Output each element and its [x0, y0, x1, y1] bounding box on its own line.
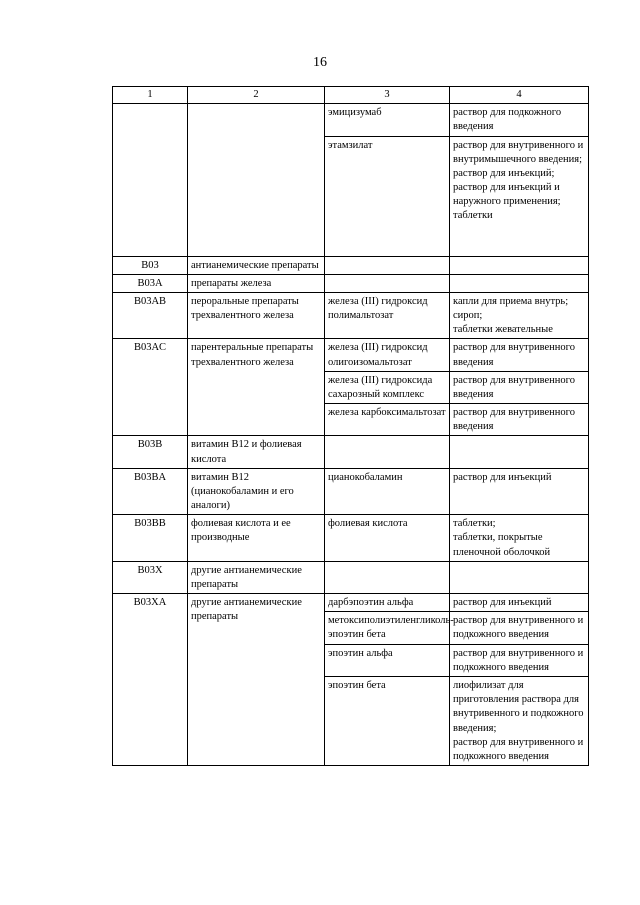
dosage-form-line: таблетки, покрытые пленочной оболочкой — [453, 532, 551, 558]
code-cell: B03 — [113, 256, 188, 274]
dosage-form-line: раствор для внутривенного и подкожного введения — [453, 736, 584, 762]
drug-name-cell: эпоэтин альфа — [325, 644, 450, 676]
group-cell: другие антианемические препараты — [188, 561, 325, 593]
code-cell: B03BA — [113, 468, 188, 515]
drug-name-cell: железа (III) гидроксид полимальтозат — [325, 292, 450, 339]
dosage-form-cell — [450, 676, 589, 765]
code-cell: B03AB — [113, 292, 188, 339]
dosage-form-cell — [450, 515, 589, 562]
group-cell: антианемические препараты — [188, 256, 325, 274]
code-cell: B03B — [113, 436, 188, 468]
table-row — [113, 515, 589, 562]
dosage-form-cell — [450, 436, 589, 468]
table-row — [113, 594, 589, 612]
dosage-form-line: таблетки жевательные — [453, 324, 553, 336]
dosage-form-line: лиофилизат для приготовления раствора для внутривенного и подкожного введения; — [453, 679, 584, 734]
dosage-form-line: капли для приема внутрь; — [453, 295, 569, 307]
code-cell: B03XA — [113, 594, 188, 766]
table-row — [113, 104, 589, 136]
drug-name-cell — [325, 256, 450, 274]
dosage-form-line: таблетки; — [453, 518, 496, 530]
table-row — [113, 468, 589, 515]
drug-name-cell: железа (III) гидроксид олигоизомальтозат — [325, 339, 450, 371]
table-row — [113, 339, 589, 371]
dosage-form-line: таблетки — [453, 210, 493, 222]
dosage-form-cell — [450, 256, 589, 274]
code-cell: B03AC — [113, 339, 188, 436]
header-col-2: 2 — [188, 87, 325, 104]
group-cell: витамин B12 (цианокобаламин и его аналоги) — [188, 468, 325, 515]
drug-name-cell: эпоэтин бета — [325, 676, 450, 765]
dosage-form-line: сироп; — [453, 310, 483, 322]
group-cell: фолиевая кислота и ее производные — [188, 515, 325, 562]
table-row — [113, 274, 589, 292]
drug-name-cell: железа (III) гидроксида сахарозный комплекс — [325, 371, 450, 403]
group-cell: парентеральные препараты трехвалентного железа — [188, 339, 325, 436]
page-number: 16 — [313, 55, 327, 70]
dosage-form-cell: раствор для внутривенного и подкожного введения — [450, 612, 589, 644]
dosage-form-line: раствор для инъекций и наружного применения; — [453, 182, 561, 208]
group-cell: пероральные препараты трехвалентного железа — [188, 292, 325, 339]
header-col-4: 4 — [450, 87, 589, 104]
dosage-form-line: раствор для внутривенного и внутримышечного введения; — [453, 139, 584, 165]
table-row — [113, 256, 589, 274]
drug-name-cell: фолиевая кислота — [325, 515, 450, 562]
table-row — [113, 436, 589, 468]
drug-name-cell: цианокобаламин — [325, 468, 450, 515]
dosage-form-cell: раствор для внутривенного введения — [450, 404, 589, 436]
header-col-3: 3 — [325, 87, 450, 104]
drug-name-cell — [325, 436, 450, 468]
code-cell — [113, 104, 188, 256]
dosage-form-line: раствор для инъекций; — [453, 167, 555, 179]
dosage-form-cell: раствор для инъекций — [450, 468, 589, 515]
group-cell: другие антианемические препараты — [188, 594, 325, 766]
group-cell: витамин B12 и фолиевая кислота — [188, 436, 325, 468]
dosage-form-cell: раствор для инъекций — [450, 594, 589, 612]
drug-name-cell: метоксиполиэтиленгликоль-эпоэтин бета — [325, 612, 450, 644]
dosage-form-cell: раствор для внутривенного и подкожного введения — [450, 644, 589, 676]
drug-table — [112, 86, 589, 766]
drug-name-cell: эмицизумаб — [325, 104, 450, 136]
dosage-form-cell: раствор для внутривенного введения — [450, 371, 589, 403]
header-col-1: 1 — [113, 87, 188, 104]
table-row — [113, 561, 589, 593]
code-cell: B03BB — [113, 515, 188, 562]
table-row — [113, 292, 589, 339]
drug-name-cell: этамзилат — [325, 136, 450, 256]
group-cell: препараты железа — [188, 274, 325, 292]
code-cell: B03X — [113, 561, 188, 593]
group-cell — [188, 104, 325, 256]
dosage-form-cell — [450, 274, 589, 292]
dosage-form-cell: раствор для подкожного введения — [450, 104, 589, 136]
dosage-form-cell — [450, 292, 589, 339]
dosage-form-cell — [450, 561, 589, 593]
drug-name-cell — [325, 561, 450, 593]
drug-name-cell: железа карбоксимальтозат — [325, 404, 450, 436]
dosage-form-cell: раствор для внутривенного введения — [450, 339, 589, 371]
header-row — [113, 87, 589, 104]
drug-name-cell — [325, 274, 450, 292]
drug-name-cell: дарбэпоэтин альфа — [325, 594, 450, 612]
code-cell: B03A — [113, 274, 188, 292]
dosage-form-cell — [450, 136, 589, 256]
